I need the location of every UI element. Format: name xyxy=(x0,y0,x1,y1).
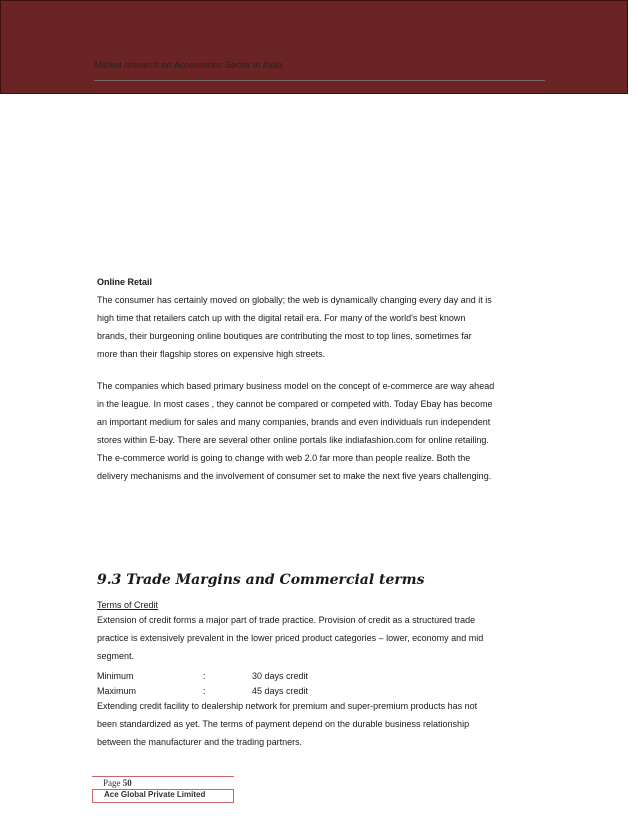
page-label: Page xyxy=(103,778,121,788)
credit-separator: : xyxy=(203,686,206,696)
paragraph-line: Extending credit facility to dealership network for premium and super-premium products has not xyxy=(97,701,478,711)
terms-of-credit-subheading: Terms of Credit xyxy=(97,600,159,610)
online-retail-paragraph-1 xyxy=(97,291,540,363)
paragraph-line: The companies which based primary business model on the concept of e-commerce are way ahead xyxy=(97,381,495,391)
credit-label: Minimum xyxy=(97,671,134,681)
paragraph-line: The e-commerce world is going to change with web 2.0 far more than people realize. Both the xyxy=(97,453,471,463)
paragraph-line: more than their flagship stores on expensive high streets. xyxy=(97,349,326,359)
header-divider xyxy=(94,80,545,81)
paragraph-line: practice is extensively prevalent in the lower priced product categories – lower, economy and mid xyxy=(97,633,484,643)
credit-paragraph-1 xyxy=(97,611,540,665)
credit-paragraph-2 xyxy=(97,697,540,751)
paragraph-line: in the league. In most cases , they cannot be compared or competed with. Today Ebay has become xyxy=(97,399,493,409)
paragraph-line: stores within E-bay. There are several other online portals like indiafashion.com for online retailing. xyxy=(97,435,489,445)
terms-of-credit-section xyxy=(97,600,540,665)
credit-value: 45 days credit xyxy=(252,686,309,696)
online-retail-section xyxy=(97,277,540,485)
section-heading: 9.3 Trade Margins and Commercial terms xyxy=(97,572,425,588)
footer-company-name: Ace Global Private Limited xyxy=(104,790,206,799)
paragraph-line: between the manufacturer and the trading partners. xyxy=(97,737,303,747)
paragraph-line: The consumer has certainly moved on globally; the web is dynamically changing every day and it is xyxy=(97,295,492,305)
paragraph-line: segment. xyxy=(97,651,135,661)
online-retail-heading: Online Retail xyxy=(97,277,153,287)
footer-page-number xyxy=(103,778,132,788)
paragraph-line: Extension of credit forms a major part of trade practice. Provision of credit as a structured trade xyxy=(97,615,476,625)
page-number: 50 xyxy=(122,778,132,788)
paragraph-line: brands, their burgeoning online boutiques are contributing the most to top lines, sometimes far xyxy=(97,331,472,341)
credit-value: 30 days credit xyxy=(252,671,309,681)
credit-separator: : xyxy=(203,671,206,681)
paragraph-line: been standardized as yet. The terms of payment depend on the durable business relationship xyxy=(97,719,470,729)
credit-label: Maximum xyxy=(97,686,137,696)
running-header-title: Market research on Accessories Sector in India xyxy=(94,60,283,70)
paragraph-line: high time that retailers catch up with the digital retail era. For many of the world's best known xyxy=(97,313,466,323)
online-retail-paragraph-2 xyxy=(97,377,540,485)
paragraph-line: delivery mechanisms and the involvement of consumer set to make the next five years challenging. xyxy=(97,471,492,481)
footer-top-rule xyxy=(92,776,234,777)
paragraph-line: an important medium for sales and many companies, brands and even individuals run independent xyxy=(97,417,491,427)
